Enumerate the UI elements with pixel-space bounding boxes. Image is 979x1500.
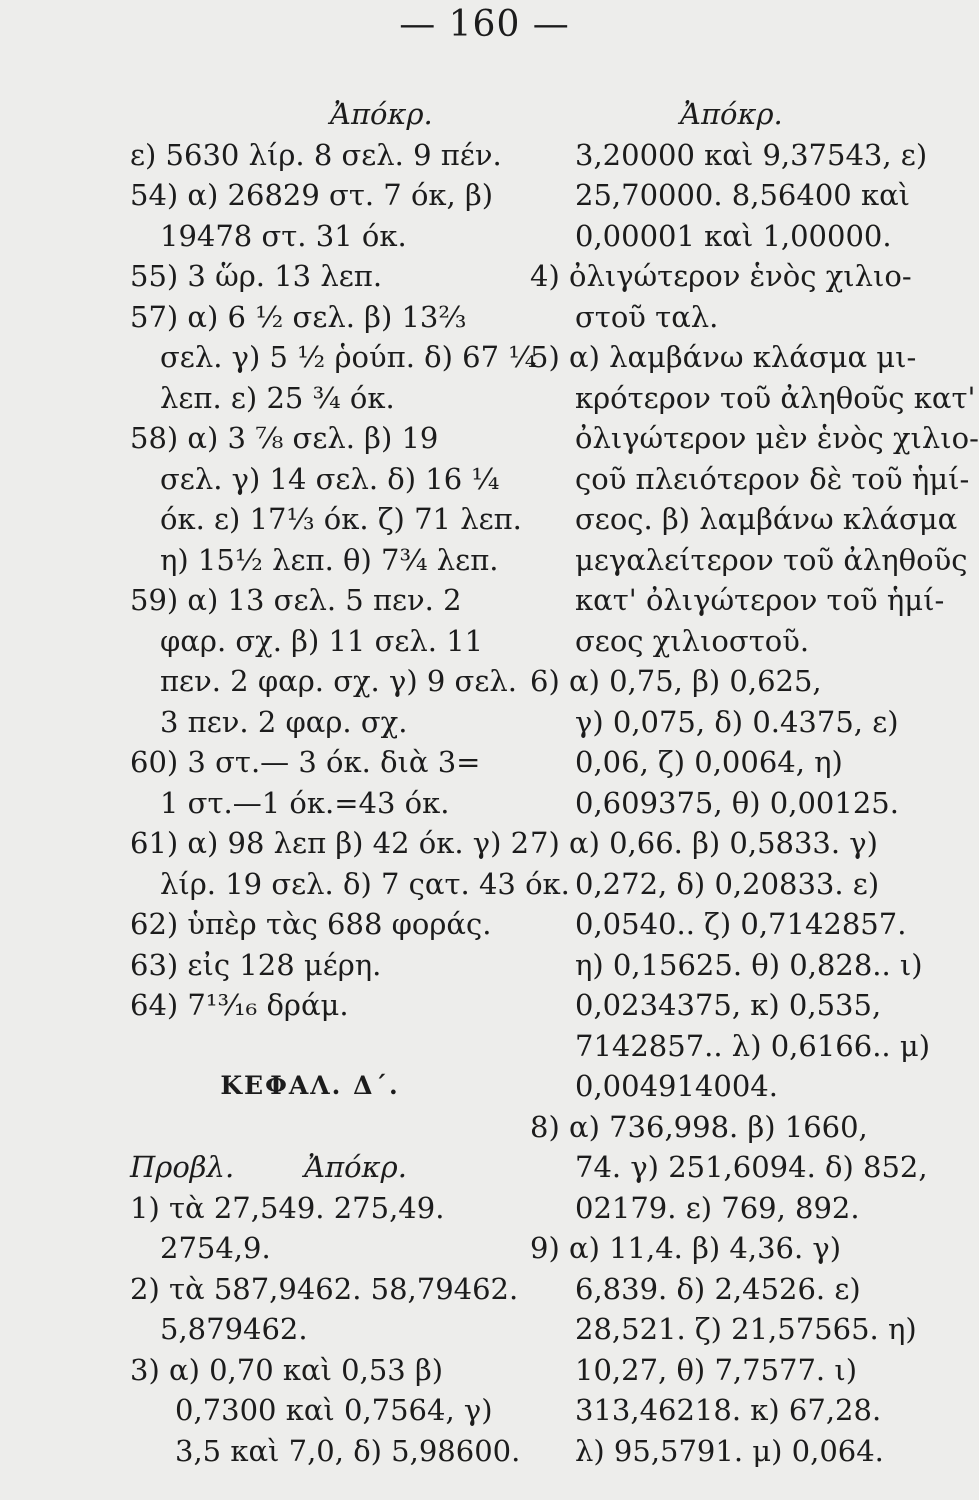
answer-line: 7142857.. λ) 0,6166.. μ) bbox=[575, 1028, 931, 1063]
answer-line: ὀλιγώτερον μὲν ἑνὸς χιλιο- bbox=[575, 421, 979, 455]
left-column-header: Ἀπόκρ. bbox=[330, 97, 433, 131]
answer-line: 0,00001 καὶ 1,00000. bbox=[575, 218, 892, 253]
answer-line: 5,879462. bbox=[160, 1312, 308, 1346]
table-header bbox=[130, 1147, 520, 1188]
answer-line: 0,0540.. ζ) 0,7142857. bbox=[575, 907, 907, 941]
answer-line: 313,46218. κ) 67,28. bbox=[575, 1393, 882, 1427]
answer-line: 3 πεν. 2 φαρ. σχ. bbox=[160, 704, 408, 739]
answer-line: μεγαλείτερον τοῦ ἀληθοῦς bbox=[575, 542, 968, 577]
chapter-title: ΚΕΦΑΛ. Δ΄. bbox=[220, 1071, 400, 1100]
answer-line: 10,27, θ) 7,7577. ι) bbox=[575, 1352, 858, 1387]
answer-line: 54) α) 26829 στ. 7 όκ, β) bbox=[130, 178, 494, 212]
answer-line: γ) 0,075, δ) 0.4375, ε) bbox=[575, 704, 899, 739]
answer-line: 25,70000. 8,56400 καὶ bbox=[575, 178, 911, 212]
answer-label: Ἀπόκρ. bbox=[304, 1150, 407, 1184]
right-column bbox=[530, 94, 979, 1471]
left-column bbox=[130, 94, 570, 1471]
answer-line: 3,20000 καὶ 9,37543, ε) bbox=[575, 137, 928, 172]
right-column-header: Ἀπόκρ. bbox=[680, 97, 783, 131]
answer-line: 1) τὰ 27,549. 275,49. bbox=[130, 1190, 445, 1225]
answer-line: η) 0,15625. θ) 0,828.. ι) bbox=[575, 947, 923, 982]
answer-line: 19478 στ. 31 όκ. bbox=[160, 218, 407, 253]
answer-line: λίρ. 19 σελ. δ) 7 ςατ. 43 όκ. bbox=[160, 866, 570, 901]
answer-line: 7) α) 0,66. β) 0,5833. γ) bbox=[530, 826, 878, 860]
answer-line: 0,004914004. bbox=[575, 1069, 778, 1103]
answer-line: 0,06, ζ) 0,0064, η) bbox=[575, 745, 843, 779]
answer-line: φαρ. σχ. β) 11 σελ. 11 bbox=[160, 623, 484, 658]
answer-line: 62) ὑπὲρ τὰς 688 φοράς. bbox=[130, 907, 492, 941]
answer-line: κρότερον τοῦ ἀληθοῦς κατ' bbox=[575, 380, 976, 415]
answer-line: 60) 3 στ.— 3 όκ. διὰ 3= bbox=[130, 745, 481, 779]
answer-line: 63) εἰς 128 μέρη. bbox=[130, 947, 382, 982]
answer-line: η) 15½ λεπ. θ) 7¾ λεπ. bbox=[160, 542, 499, 577]
answer-line: 3) α) 0,70 καὶ 0,53 β) bbox=[130, 1352, 444, 1387]
answer-line: 0,609375, θ) 0,00125. bbox=[575, 785, 899, 820]
answer-line: 58) α) 3 ⅞ σελ. β) 19 bbox=[130, 421, 439, 455]
answer-line: 28,521. ζ) 21,57565. η) bbox=[575, 1312, 917, 1346]
answer-line: 61) α) 98 λεπ β) 42 όκ. γ) 2 bbox=[130, 826, 530, 860]
answer-line: όκ. ε) 17⅓ όκ. ζ) 71 λεπ. bbox=[160, 502, 522, 536]
answer-line: ςοῦ πλειότερον δὲ τοῦ ἡμί- bbox=[575, 461, 970, 496]
problem-label: Προβλ. bbox=[130, 1150, 235, 1184]
answer-line: 8) α) 736,998. β) 1660, bbox=[530, 1109, 868, 1144]
answer-line: κατ' ὀλιγώτερον τοῦ ἡμί- bbox=[575, 583, 945, 617]
answer-line: 3,5 καὶ 7,0, δ) 5,98600. bbox=[175, 1433, 521, 1468]
spacer bbox=[130, 1026, 520, 1067]
answer-line: σελ. γ) 5 ½ ῥούπ. δ) 67 ¼ bbox=[160, 340, 537, 374]
answer-line: στοῦ ταλ. bbox=[575, 299, 719, 334]
answer-line: 1 στ.—1 όκ.=43 όκ. bbox=[160, 785, 450, 820]
answer-line: 74. γ) 251,6094. δ) 852, bbox=[575, 1150, 928, 1184]
answer-line: λεπ. ε) 25 ¾ όκ. bbox=[160, 380, 395, 415]
spacer bbox=[130, 1107, 520, 1148]
answer-line: 64) 7¹³⁄₁₆ δράμ. bbox=[130, 988, 349, 1022]
answer-line: 0,7300 καὶ 0,7564, γ) bbox=[175, 1393, 493, 1427]
answer-line: 5) α) λαμβάνω κλάσμα μι- bbox=[530, 340, 917, 374]
answer-line: 4) ὀλιγώτερον ἑνὸς χιλιο- bbox=[530, 259, 912, 293]
answer-line: 9) α) 11,4. β) 4,36. γ) bbox=[530, 1231, 842, 1265]
answer-line: 2) τὰ 587,9462. 58,79462. bbox=[130, 1271, 519, 1306]
answer-line: 55) 3 ὥρ. 13 λεπ. bbox=[130, 259, 383, 293]
answer-line: 02179. ε) 769, 892. bbox=[575, 1190, 860, 1225]
answer-line: 0,0234375, κ) 0,535, bbox=[575, 988, 882, 1022]
answer-line: πεν. 2 φαρ. σχ. γ) 9 σελ. bbox=[160, 664, 517, 698]
answer-line: 2754,9. bbox=[160, 1231, 271, 1265]
answer-line: σεος χιλιοστοῦ. bbox=[575, 623, 810, 658]
answer-line: σελ. γ) 14 σελ. δ) 16 ¼ bbox=[160, 461, 500, 496]
answer-line: 59) α) 13 σελ. 5 πεν. 2 bbox=[130, 583, 462, 617]
answer-line: λ) 95,5791. μ) 0,064. bbox=[575, 1433, 884, 1468]
answer-line: ε) 5630 λίρ. 8 σελ. 9 πέν. bbox=[130, 137, 502, 172]
answer-line: 0,272, δ) 0,20833. ε) bbox=[575, 866, 880, 901]
answer-line: 57) α) 6 ½ σελ. β) 13⅔ bbox=[130, 299, 467, 334]
answer-line: σεος. β) λαμβάνω κλάσμα bbox=[575, 502, 958, 536]
page-number: — 160 — bbox=[399, 4, 570, 45]
answer-line: 6) α) 0,75, β) 0,625, bbox=[530, 664, 822, 698]
answer-line: 6,839. δ) 2,4526. ε) bbox=[575, 1271, 861, 1306]
